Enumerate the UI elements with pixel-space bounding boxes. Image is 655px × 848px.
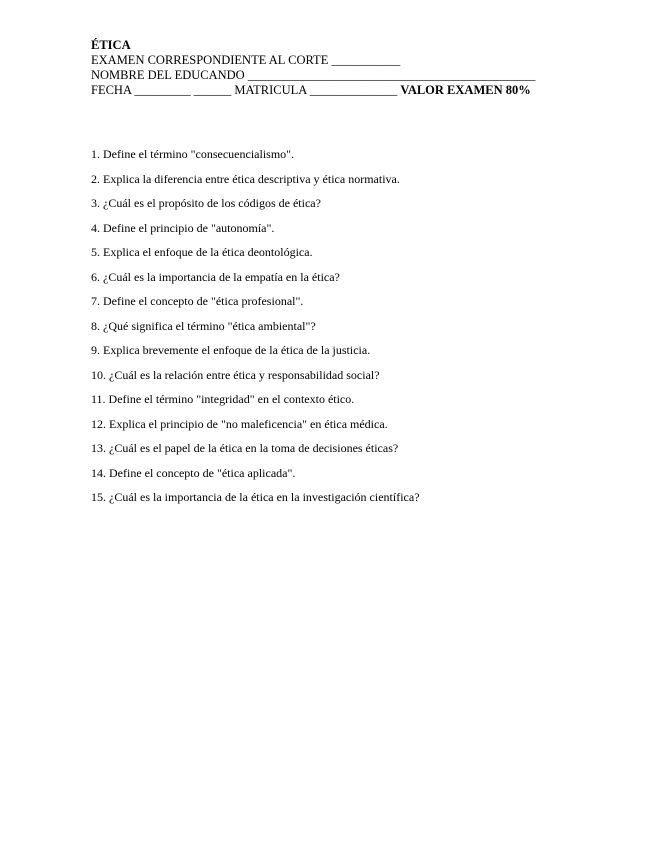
question-item: 4. Define el principio de "autonomía". — [91, 220, 275, 235]
question-item: 14. Define el concepto de "ética aplicada". — [91, 465, 296, 480]
exam-period-line: EXAMEN CORRESPONDIENTE AL CORTE ___________ — [91, 53, 401, 67]
date-id-line — [91, 83, 571, 98]
exam-header — [91, 38, 571, 98]
question-item: 10. ¿Cuál es la relación entre ética y responsabilidad social? — [91, 367, 380, 382]
question-item: 15. ¿Cuál es la importancia de la ética en la investigación científica? — [91, 490, 420, 504]
question-item: 1. Define el término "consecuencialismo". — [91, 147, 295, 161]
question-item: 8. ¿Qué significa el término "ética ambiental"? — [91, 318, 316, 333]
question-item: 5. Explica el enfoque de la ética deontológica. — [91, 245, 313, 259]
question-item: 13. ¿Cuál es el papel de la ética en la toma de decisiones éticas? — [91, 441, 399, 455]
question-item: 3. ¿Cuál es el propósito de los códigos de ética? — [91, 196, 321, 210]
date-id-text: FECHA _________ ______ MATRICULA ______________ — [91, 83, 401, 97]
question-item: 11. Define el término "integridad" en el contexto ético. — [91, 392, 355, 406]
student-name-line: NOMBRE DEL EDUCANDO ______________________________________________ — [91, 68, 536, 82]
question-item: 12. Explica el principio de "no maleficencia" en ética médica. — [91, 416, 388, 431]
question-item: 2. Explica la diferencia entre ética descriptiva y ética normativa. — [91, 171, 400, 186]
question-list — [91, 147, 611, 515]
subject-title: ÉTICA — [91, 38, 131, 52]
question-item: 9. Explica brevemente el enfoque de la ética de la justicia. — [91, 343, 371, 357]
exam-value: VALOR EXAMEN 80% — [400, 83, 531, 97]
question-item: 7. Define el concepto de "ética profesional". — [91, 294, 304, 308]
question-item: 6. ¿Cuál es la importancia de la empatía en la ética? — [91, 269, 340, 284]
